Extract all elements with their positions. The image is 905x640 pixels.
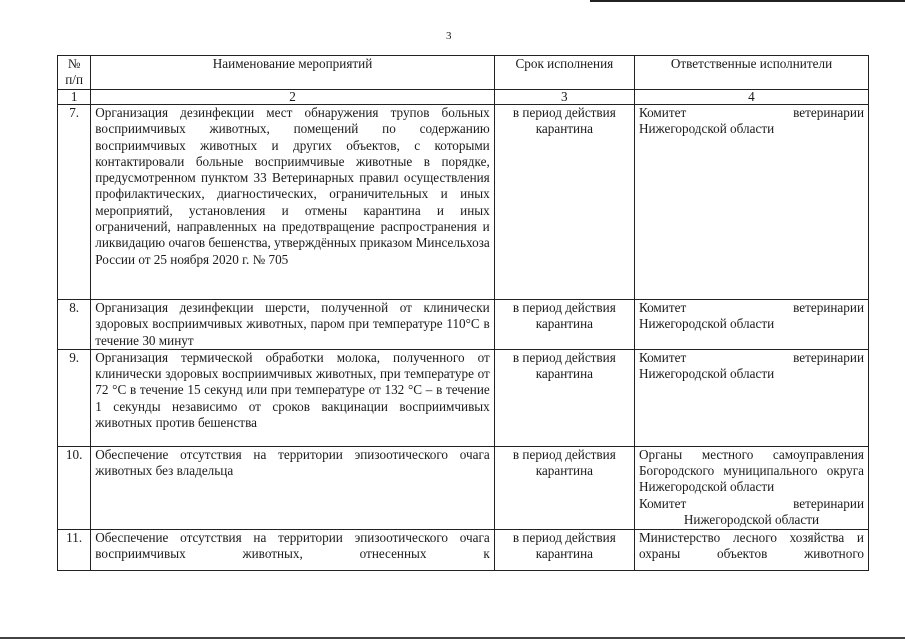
- responsible-vet: ветеринарии: [793, 349, 864, 365]
- header-number: № п/п: [58, 56, 91, 90]
- measures-table: [57, 55, 869, 571]
- column-number: 1: [58, 90, 91, 105]
- header-responsible: Ответственные исполнители: [634, 56, 868, 90]
- responsible-local-government: Органы местного самоуправления Богородского муниципального округа Нижегородской области: [638, 446, 864, 495]
- responsible-cell: [634, 300, 868, 350]
- responsible-committee: Комитет: [638, 495, 687, 511]
- table-row: [58, 300, 869, 350]
- header-deadline: Срок исполнения: [494, 56, 634, 90]
- responsible-committee: Комитет: [638, 349, 687, 365]
- responsible-cell: [634, 105, 868, 300]
- responsible-region: Нижегородской области: [638, 316, 775, 332]
- row-number: 8.: [58, 300, 91, 350]
- row-number: 11.: [58, 529, 91, 570]
- deadline-cell: в период действия карантина: [494, 529, 634, 570]
- table-row: [58, 105, 869, 300]
- activity-cell: Организация дезинфекции мест обнаружения трупов больных восприимчивых животных, помещений по содержанию восприимчивых животных и других объектов, с которыми контактировали больные восприимчивые животные в порядке, предусмотренном пунктом 33 Ветеринарных правил осуществления профилактических, диагностических, ограничительных и иных мероприятий, установления и отмены карантина и иных ограничений, направленных на предотвращение распространения и ликвидацию очагов бешенства, утверждённых приказом Минсельхоза России от 25 ноября 2020 г. № 705: [91, 105, 494, 300]
- responsible-region: Нижегородской области: [638, 121, 775, 137]
- column-number: 2: [91, 90, 494, 105]
- deadline-cell: в период действия карантина: [494, 446, 634, 529]
- activity-cell: Организация дезинфекции шерсти, полученной от клинически здоровых восприимчивых животных, паром при температуре 110°С в течение 30 минут: [91, 300, 494, 350]
- responsible-region: Нижегородской области: [683, 512, 820, 528]
- deadline-cell: в период действия карантина: [494, 105, 634, 300]
- responsible-vet: ветеринарии: [793, 495, 864, 511]
- responsible-committee: Комитет: [638, 105, 687, 120]
- row-number: 7.: [58, 105, 91, 300]
- responsible-cell: [634, 349, 868, 446]
- responsible-vet: ветеринарии: [793, 300, 864, 315]
- header-activity: Наименование мероприятий: [91, 56, 494, 90]
- responsible-cell: [634, 446, 868, 529]
- bottom-rule: [0, 637, 905, 639]
- activity-cell: Обеспечение отсутствия на территории эпизоотического очага животных без владельца: [91, 446, 494, 529]
- deadline-cell: в период действия карантина: [494, 300, 634, 350]
- column-number: 3: [494, 90, 634, 105]
- responsible-committee: Комитет: [638, 300, 687, 315]
- column-number: 4: [634, 90, 868, 105]
- table-row: [58, 529, 869, 570]
- column-numbers-row: [58, 90, 869, 105]
- responsible-region: Нижегородской области: [638, 366, 775, 382]
- activity-cell: Обеспечение отсутствия на территории эпизоотического очага восприимчивых животных, отнесенных к: [91, 529, 494, 570]
- row-number: 10.: [58, 446, 91, 529]
- row-number: 9.: [58, 349, 91, 446]
- responsible-vet: ветеринарии: [793, 105, 864, 120]
- table-row: [58, 446, 869, 529]
- activity-cell: Организация термической обработки молока, полученного от клинически здоровых восприимчивых животных, при температуре от 72 °С в течение 15 секунд или при температуре от 132 °С – в течение 1 секунды независимо от сроков вакцинации восприимчивых животных против бешенства: [91, 349, 494, 446]
- table-header: [58, 56, 869, 90]
- table-row: [58, 349, 869, 446]
- page-number: 3: [446, 30, 452, 42]
- top-rule: [590, 0, 905, 2]
- deadline-cell: в период действия карантина: [494, 349, 634, 446]
- responsible-cell: Министерство лесного хозяйства и охраны объектов животного: [634, 529, 868, 570]
